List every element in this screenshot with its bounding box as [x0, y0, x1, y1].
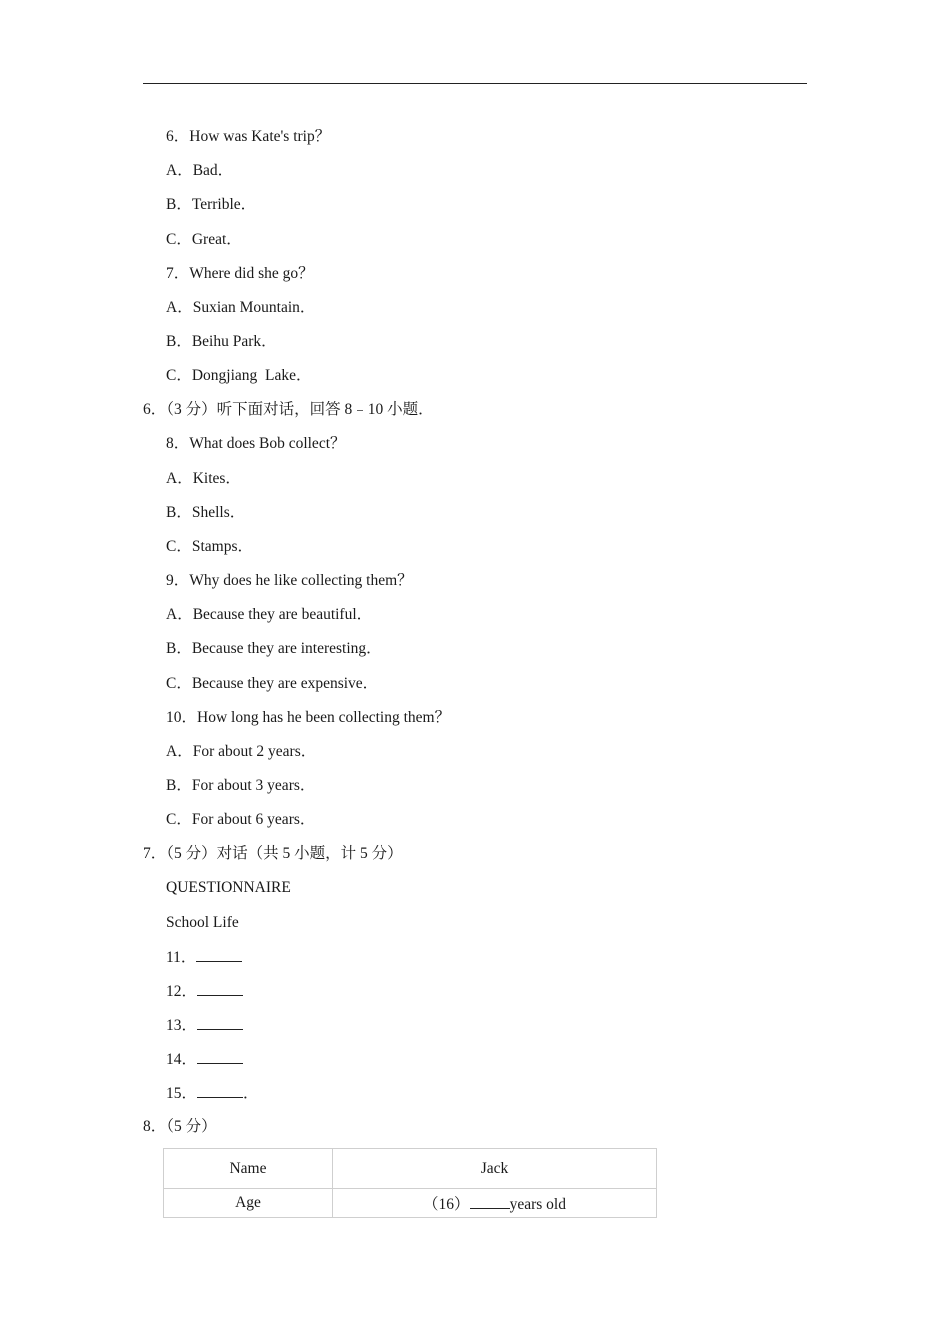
option-6b: B．Terrible．: [166, 196, 257, 213]
section-7-heading: 7．（5 分）对话（共 5 小题，计 5 分）: [143, 845, 403, 862]
answer-blank[interactable]: [197, 1049, 243, 1064]
age-item-number: （16）: [423, 1196, 470, 1213]
option-10a: A．For about 2 years．: [166, 743, 317, 760]
age-answer-blank[interactable]: [470, 1194, 510, 1209]
option-6a: A．Bad．: [166, 162, 234, 179]
option-8b: B．Shells．: [166, 504, 246, 521]
questionnaire-title: QUESTIONNAIRE: [166, 879, 291, 896]
answer-blank[interactable]: [197, 1083, 243, 1098]
option-7b: B．Beihu Park．: [166, 333, 277, 350]
blank-item-13: [166, 1015, 243, 1036]
option-8c: C．Stamps．: [166, 538, 253, 555]
item-number: 14．: [166, 1051, 198, 1068]
question-6: 6．How was Kate's trip？: [166, 128, 331, 145]
table-row: [164, 1149, 657, 1189]
question-8: 8．What does Bob collect？: [166, 435, 346, 452]
answer-blank[interactable]: [196, 947, 242, 962]
option-10b: B．For about 3 years．: [166, 777, 316, 794]
table-row: [164, 1189, 657, 1218]
blank-item-14: [166, 1049, 243, 1070]
blank-item-12: [166, 981, 243, 1002]
item-number: 12．: [166, 983, 198, 1000]
table-cell-name-label: Name: [164, 1149, 333, 1189]
option-6c: C．Great．: [166, 231, 242, 248]
blank-item-11: [166, 947, 242, 968]
question-7: 7．Where did she go？: [166, 265, 314, 282]
blank-item-15: [166, 1083, 259, 1104]
section-6-heading: 6．（3 分）听下面对话，回答 8﹣10 小题．: [143, 401, 434, 418]
question-9: 9．Why does he like collecting them？: [166, 572, 413, 589]
answer-blank[interactable]: [197, 981, 243, 996]
table-cell-age-label: Age: [164, 1189, 333, 1218]
item-number: 13．: [166, 1017, 198, 1034]
item-number: 15．: [166, 1085, 198, 1102]
section-8-heading: 8．（5 分）: [143, 1118, 217, 1135]
table-cell-name-value: Jack: [333, 1149, 657, 1189]
option-7c: C．Dongjiang Lake．: [166, 367, 312, 384]
option-7a: A．Suxian Mountain．: [166, 299, 316, 316]
option-8a: A．Kites．: [166, 470, 241, 487]
info-table: [163, 1148, 657, 1218]
age-unit: years old: [509, 1196, 566, 1213]
table-cell-age-value: [333, 1189, 657, 1218]
item-number: 11．: [166, 949, 197, 966]
item-end-mark: ．: [243, 1085, 259, 1102]
option-9c: C．Because they are expensive．: [166, 675, 379, 692]
school-life-label: School Life: [166, 914, 239, 931]
header-rule: [143, 83, 807, 84]
answer-blank[interactable]: [197, 1015, 243, 1030]
question-10: 10．How long has he been collecting them？: [166, 709, 451, 726]
option-10c: C．For about 6 years．: [166, 811, 316, 828]
option-9b: B．Because they are interesting．: [166, 640, 382, 657]
option-9a: A．Because they are beautiful．: [166, 606, 373, 623]
